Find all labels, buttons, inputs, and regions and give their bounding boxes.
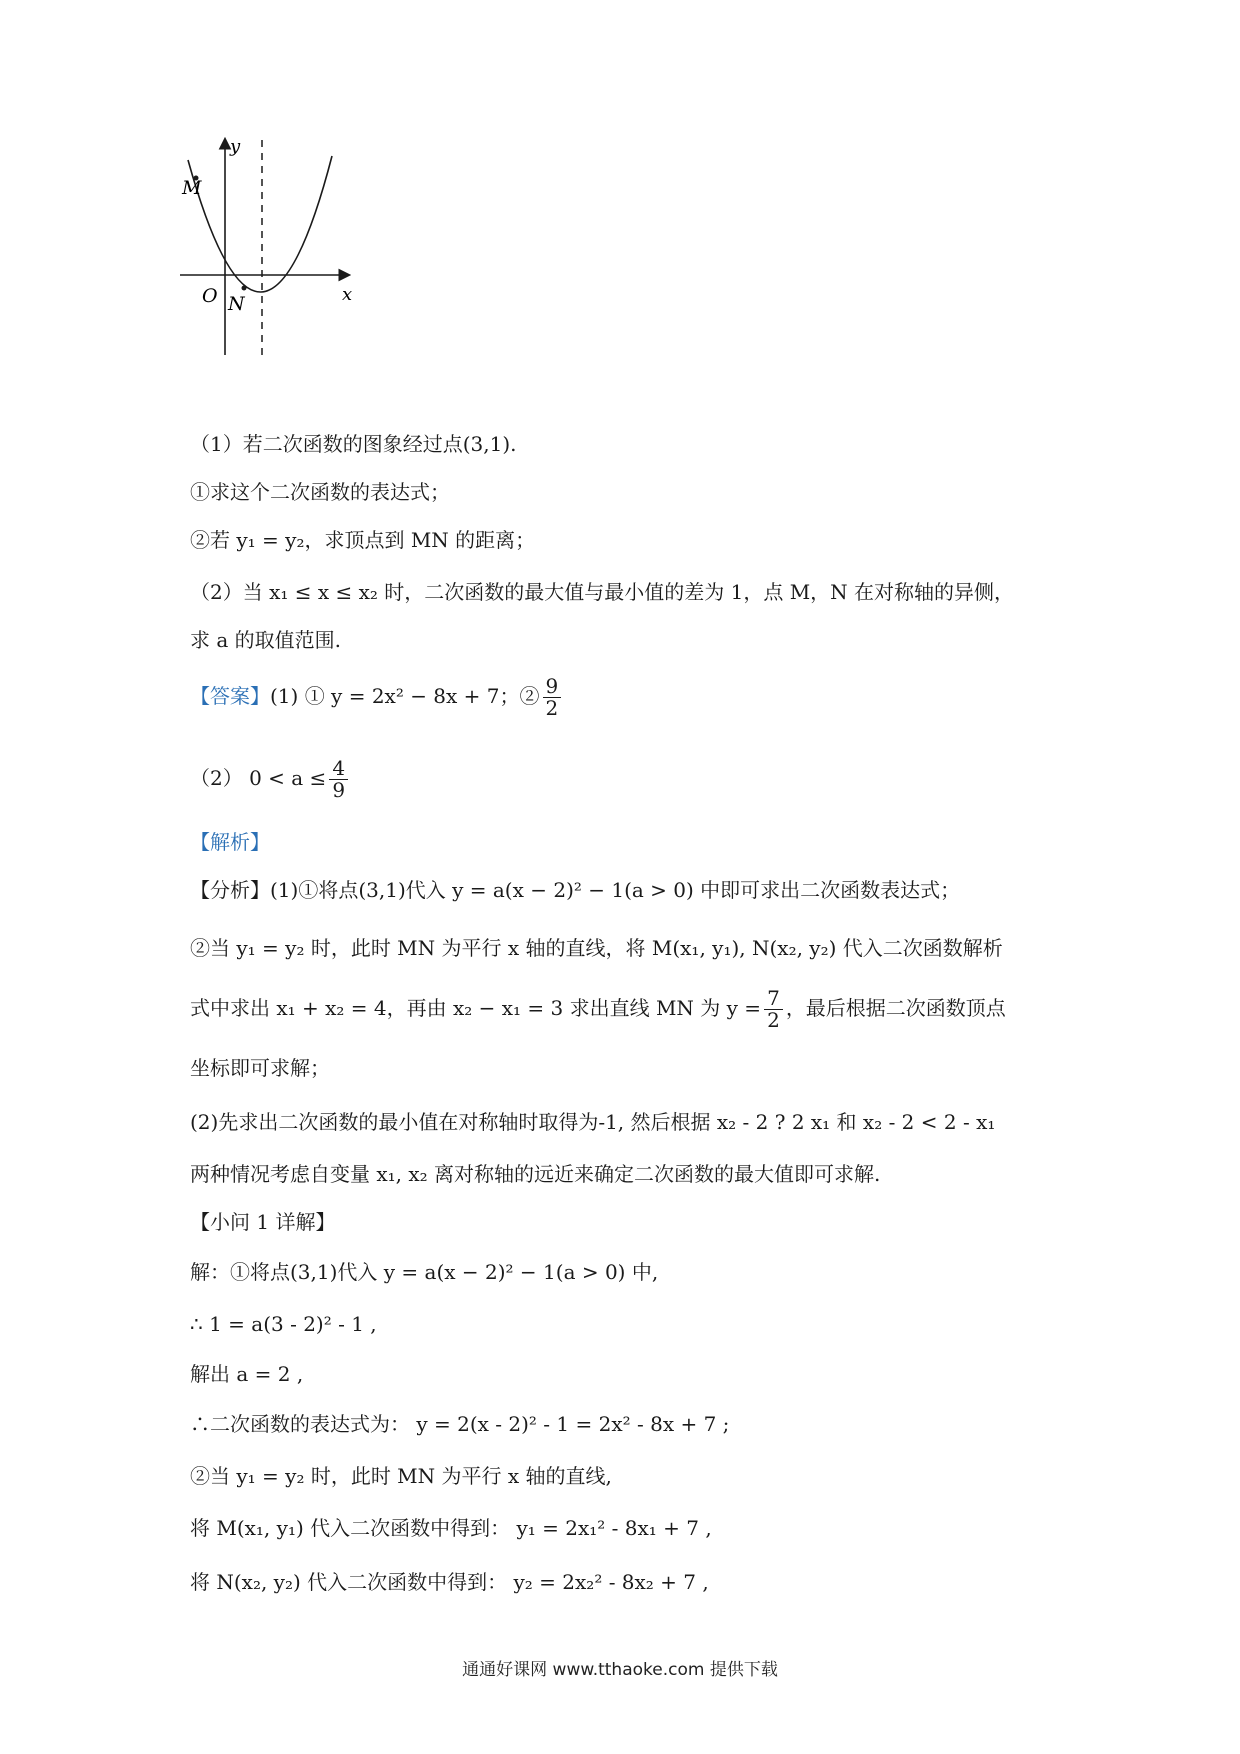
point-n bbox=[242, 286, 247, 291]
answer-label: 【答案】 bbox=[190, 684, 270, 708]
x-axis-label: x bbox=[342, 284, 353, 305]
fraction-9-2: $\frac{9}{2}$ bbox=[543, 676, 562, 719]
solution-line-2: ∴ 1 = a(3 - 2)² - 1 , bbox=[190, 1312, 377, 1336]
sub-question-heading: 【小问 1 详解】 bbox=[190, 1210, 336, 1234]
solution-line-3: 解出 a = 2 , bbox=[190, 1362, 304, 1386]
point-n-label: N bbox=[228, 293, 245, 315]
analysis-line-3: 式中求出 x₁ + x₂ = 4，再由 x₂ − x₁ = 3 求出直线 MN 为 y = $\frac{7}{2}$ ，最后根据二次函数顶点 bbox=[190, 986, 1006, 1032]
answer-part1: (1) ① y = 2x² − 8x + 7；② bbox=[270, 684, 540, 708]
solution-line-4: ∴二次函数的表达式为： y = 2(x - 2)² - 1 = 2x² - 8x + 7 ; bbox=[190, 1412, 730, 1436]
solution-line-1: 解：①将点(3,1)代入 y = a(x − 2)² − 1(a > 0) 中, bbox=[190, 1260, 659, 1284]
fraction-7-2: $\frac{7}{2}$ bbox=[764, 988, 783, 1031]
y-axis-label: y bbox=[230, 136, 241, 157]
question-2-line-2: 求 a 的取值范围. bbox=[190, 628, 341, 652]
analysis-line-5: (2)先求出二次函数的最小值在对称轴时取得为-1, 然后根据 x₂ - 2 ? 2 x₁ 和 x₂ - 2 < 2 - x₁ bbox=[190, 1110, 996, 1134]
solution-line-6: 将 M(x₁, y₁) 代入二次函数中得到： y₁ = 2x₁² - 8x₁ + 7 , bbox=[190, 1516, 712, 1540]
solution-line-5: ②当 y₁ = y₂ 时，此时 MN 为平行 x 轴的直线, bbox=[190, 1464, 612, 1488]
analysis-line-6: 两种情况考虑自变量 x₁, x₂ 离对称轴的远近来确定二次函数的最大值即可求解. bbox=[190, 1162, 881, 1186]
solution-line-7: 将 N(x₂, y₂) 代入二次函数中得到： y₂ = 2x₂² - 8x₂ + 7 , bbox=[190, 1570, 709, 1594]
analysis-line-1: 【分析】(1)①将点(3,1)代入 y = a(x − 2)² − 1(a > 0) 中即可求出二次函数表达式； bbox=[190, 878, 961, 902]
analysis-line-2: ②当 y₁ = y₂ 时，此时 MN 为平行 x 轴的直线，将 M(x₁, y₁), N(x₂, y₂) 代入二次函数解析 bbox=[190, 936, 1003, 960]
origin-label: O bbox=[202, 285, 218, 307]
question-2-line-1: （2）当 x₁ ≤ x ≤ x₂ 时，二次函数的最大值与最小值的差为 1，点 M，N 在对称轴的异侧， bbox=[190, 580, 1015, 604]
answer-part2: （2） 0 < a ≤ bbox=[190, 766, 327, 790]
point-m-label: M bbox=[182, 177, 202, 199]
question-1-part-1: ①求这个二次函数的表达式； bbox=[190, 480, 450, 504]
analysis-label: 【解析】 bbox=[190, 830, 270, 854]
answer-line-1 bbox=[190, 676, 564, 719]
parabola-graph bbox=[182, 136, 400, 380]
parabola-figure bbox=[182, 136, 400, 380]
page-footer: 通通好课网 www.tthaoke.com 提供下载 bbox=[462, 1660, 778, 1680]
question-1: （1）若二次函数的图象经过点(3,1). bbox=[190, 432, 517, 456]
fraction-4-9: $\frac{4}{9}$ bbox=[329, 758, 348, 801]
parabola-curve bbox=[188, 156, 332, 292]
question-1-part-2: ②若 y₁ = y₂，求顶点到 MN 的距离； bbox=[190, 528, 536, 552]
analysis-line-4: 坐标即可求解； bbox=[190, 1056, 330, 1080]
answer-line-2 bbox=[190, 758, 351, 801]
